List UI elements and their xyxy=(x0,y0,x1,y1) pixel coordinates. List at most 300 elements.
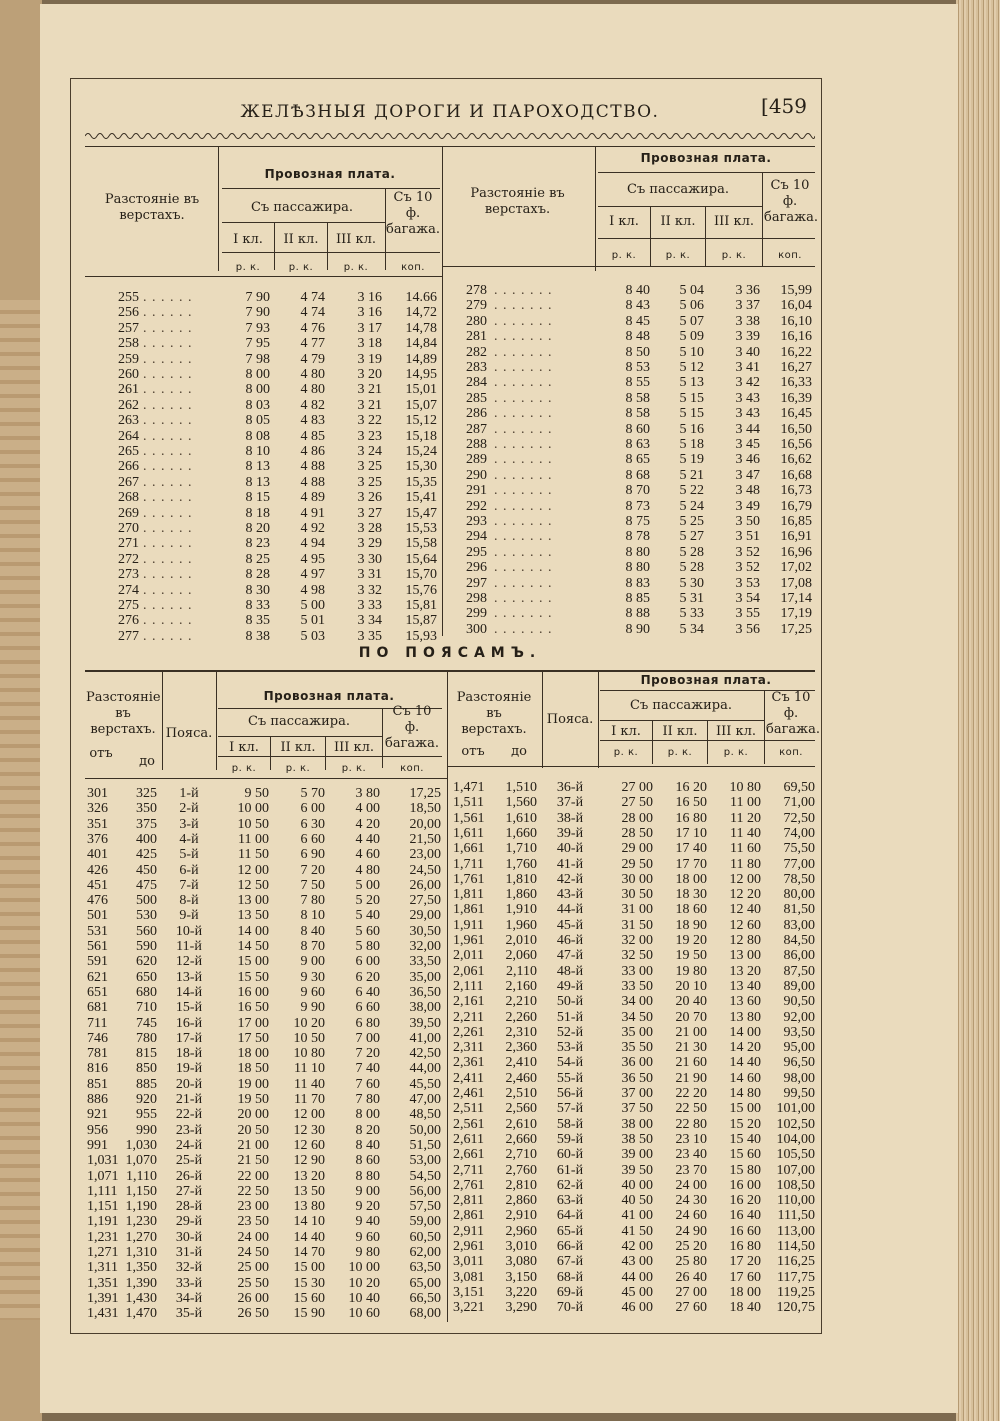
table-row xyxy=(85,1123,447,1139)
table-row xyxy=(85,1031,447,1047)
class1-fare-cell: 10 00 xyxy=(237,801,269,817)
distance-from-cell: 2,661 xyxy=(453,1147,485,1163)
class2-fare-cell: 4 85 xyxy=(300,428,325,444)
class2-fare-cell: 10 50 xyxy=(293,1030,325,1046)
bottom-right-zone-header: Пояса. xyxy=(546,712,594,727)
baggage-fare-cell: 111,50 xyxy=(777,1208,815,1224)
class1-fare-cell: 8 13 xyxy=(245,474,270,490)
class2-fare-cell: 10 80 xyxy=(293,1046,325,1062)
table-row xyxy=(85,413,442,429)
baggage-fare-cell: 15,81 xyxy=(405,598,437,613)
leader-dots: . . . . . . . xyxy=(494,390,553,406)
class1-fare-cell: 26 00 xyxy=(237,1290,269,1306)
distance-to-cell: 780 xyxy=(136,1030,157,1046)
leader-dots: . . . . . . xyxy=(143,598,193,613)
class3-fare-cell: 3 55 xyxy=(735,606,760,622)
bottom-left-from-label: отъ xyxy=(89,746,113,761)
class3-fare-cell: 15 20 xyxy=(729,1116,761,1132)
distance-to-cell: 425 xyxy=(136,847,157,863)
bottom-right-passenger-header: Съ пассажира. xyxy=(630,698,732,713)
distance-to-cell: 1,070 xyxy=(125,1153,157,1169)
distance-from-cell: 2,361 xyxy=(453,1055,485,1071)
zone-cell: 5-й xyxy=(179,847,199,863)
class1-fare-cell: 17 00 xyxy=(237,1015,269,1031)
baggage-fare-cell: 57,50 xyxy=(409,1199,441,1215)
table-row xyxy=(85,1107,447,1123)
top-right-distance-header: Разстояніе въ верстахъ. xyxy=(470,186,565,217)
table-row xyxy=(442,375,815,391)
class1-fare-cell: 17 50 xyxy=(237,1030,269,1046)
top-left-class-rule xyxy=(222,222,385,223)
bottom-right-table-body xyxy=(447,780,815,1320)
distance-to-cell: 1,470 xyxy=(125,1306,157,1322)
class1-fare-cell: 22 00 xyxy=(237,1168,269,1184)
table-row xyxy=(442,283,815,299)
baggage-fare-cell: 14,78 xyxy=(405,320,437,336)
table-row xyxy=(85,908,447,924)
bottom-right-baggage-header: Съ 10 ф. багажа. xyxy=(766,690,820,737)
table-row xyxy=(85,629,442,645)
distance-from-cell: 301 xyxy=(87,786,108,801)
class1-fare-cell: 8 08 xyxy=(245,428,270,444)
zone-cell: 65-й xyxy=(556,1223,584,1239)
class1-fare-cell: 32 00 xyxy=(621,933,653,948)
distance-to-cell: 2,560 xyxy=(505,1101,537,1117)
class3-fare-cell: 3 34 xyxy=(357,613,382,629)
class2-fare-cell: 5 15 xyxy=(679,406,704,422)
table-row xyxy=(85,1184,447,1200)
distance-to-cell: 325 xyxy=(136,786,157,801)
baggage-fare-cell: 20,00 xyxy=(409,816,441,832)
bottom-left-table-body xyxy=(85,786,447,1326)
class2-fare-cell: 5 16 xyxy=(679,421,704,437)
class3-fare-cell: 3 56 xyxy=(735,621,760,637)
class2-fare-cell: 12 30 xyxy=(293,1122,325,1138)
leader-dots: . . . . . . . xyxy=(494,406,553,422)
zone-cell: 12-й xyxy=(175,954,203,970)
baggage-fare-cell: 27,50 xyxy=(409,893,441,909)
table-row xyxy=(442,437,815,453)
class2-fare-cell: 4 83 xyxy=(300,413,325,429)
distance-cell: 272 xyxy=(118,551,139,567)
baggage-fare-cell: 99,50 xyxy=(783,1086,815,1101)
distance-cell: 281 xyxy=(466,329,487,345)
zone-cell: 46-й xyxy=(556,933,584,948)
table-row xyxy=(447,918,815,934)
class2-fare-cell: 21 90 xyxy=(675,1070,707,1086)
bottom-left-zone-divider-b xyxy=(216,670,217,770)
zone-cell: 59-й xyxy=(556,1131,584,1147)
baggage-fare-cell: 15,41 xyxy=(405,490,437,506)
distance-cell: 257 xyxy=(118,320,139,336)
distance-to-cell: 1,910 xyxy=(505,902,537,918)
class2-fare-cell: 11 10 xyxy=(294,1061,325,1077)
distance-cell: 267 xyxy=(118,474,139,490)
top-right-class3: III кл. xyxy=(713,214,755,229)
bottom-left-zone-header: Пояса. xyxy=(165,726,213,741)
class1-fare-cell: 43 00 xyxy=(621,1254,653,1270)
class2-fare-cell: 18 30 xyxy=(675,887,707,903)
class2-fare-cell: 7 20 xyxy=(300,862,325,878)
class2-fare-cell: 4 86 xyxy=(300,444,325,459)
baggage-fare-cell: 15,30 xyxy=(405,459,437,475)
class1-fare-cell: 14 50 xyxy=(237,939,269,954)
class3-fare-cell: 12 20 xyxy=(729,887,761,903)
table-row xyxy=(447,811,815,827)
table-row xyxy=(85,382,442,398)
class1-fare-cell: 27 50 xyxy=(621,795,653,811)
bottom-right-class-rule xyxy=(600,720,764,721)
table-row xyxy=(85,506,442,522)
distance-from-cell: 2,911 xyxy=(453,1223,484,1239)
class2-fare-cell: 23 40 xyxy=(675,1147,707,1163)
class1-fare-cell: 18 50 xyxy=(237,1061,269,1077)
leader-dots: . . . . . . . xyxy=(494,467,553,483)
top-right-class-rule xyxy=(598,206,762,207)
distance-to-cell: 1,710 xyxy=(505,841,537,857)
table-row xyxy=(447,902,815,918)
top-left-unit-rk3: р. к. xyxy=(343,262,369,273)
distance-from-cell: 1,711 xyxy=(453,856,484,872)
zone-cell: 11-й xyxy=(176,939,202,954)
distance-to-cell: 710 xyxy=(136,1000,157,1016)
class3-fare-cell: 6 40 xyxy=(355,984,380,1000)
class1-fare-cell: 7 95 xyxy=(245,336,270,352)
baggage-fare-cell: 71,00 xyxy=(783,795,815,811)
distance-from-cell: 1,561 xyxy=(453,810,485,826)
class3-fare-cell: 3 33 xyxy=(357,598,382,613)
zone-cell: 7-й xyxy=(179,877,199,893)
baggage-fare-cell: 42,50 xyxy=(409,1046,441,1062)
zone-cell: 40-й xyxy=(556,841,584,857)
class1-fare-cell: 30 50 xyxy=(621,887,653,903)
class3-fare-cell: 15 80 xyxy=(729,1162,761,1178)
class1-fare-cell: 38 50 xyxy=(621,1131,653,1147)
class2-fare-cell: 9 30 xyxy=(300,969,325,985)
leader-dots: . . . . . . xyxy=(143,382,193,398)
leader-dots: . . . . . . xyxy=(143,320,193,336)
zone-cell: 16-й xyxy=(175,1015,203,1031)
distance-from-cell: 1,811 xyxy=(453,887,484,903)
table-row xyxy=(85,1276,447,1292)
baggage-fare-cell: 16,22 xyxy=(780,344,812,360)
zone-cell: 34-й xyxy=(175,1290,203,1306)
table-row xyxy=(447,1178,815,1194)
class3-fare-cell: 17 20 xyxy=(729,1254,761,1270)
baggage-fare-cell: 26,00 xyxy=(409,877,441,893)
class2-fare-cell: 5 70 xyxy=(300,786,325,801)
class3-fare-cell: 11 20 xyxy=(730,810,761,826)
distance-to-cell: 2,260 xyxy=(505,1009,537,1025)
zone-cell: 1-й xyxy=(179,786,199,801)
distance-to-cell: 1,760 xyxy=(505,856,537,872)
distance-from-cell: 1,911 xyxy=(453,917,484,933)
class3-fare-cell: 5 80 xyxy=(355,939,380,954)
class3-fare-cell: 3 54 xyxy=(735,591,760,606)
table-row xyxy=(85,567,442,583)
leader-dots: . . . . . . . xyxy=(494,329,553,345)
class1-fare-cell: 37 50 xyxy=(621,1101,653,1117)
zone-cell: 39-й xyxy=(556,825,584,841)
baggage-fare-cell: 17,19 xyxy=(780,606,812,622)
leader-dots: . . . . . . xyxy=(143,521,193,536)
distance-cell: 271 xyxy=(118,536,139,552)
zone-cell: 70-й xyxy=(556,1300,584,1316)
distance-cell: 290 xyxy=(466,467,487,483)
zone-cell: 50-й xyxy=(556,994,584,1010)
class1-fare-cell: 8 65 xyxy=(625,452,650,468)
table-row xyxy=(447,933,815,949)
table-row xyxy=(447,857,815,873)
class2-fare-cell: 5 34 xyxy=(679,621,704,637)
distance-to-cell: 680 xyxy=(136,984,157,1000)
baggage-fare-cell: 14,95 xyxy=(405,367,437,382)
zone-cell: 54-й xyxy=(556,1055,584,1071)
baggage-fare-cell: 101,00 xyxy=(776,1101,815,1117)
leader-dots: . . . . . . xyxy=(143,428,193,444)
leader-dots: . . . . . . . xyxy=(494,283,553,298)
distance-from-cell: 2,011 xyxy=(453,948,484,964)
table-row xyxy=(85,290,442,306)
class3-fare-cell: 3 43 xyxy=(735,406,760,422)
class1-fare-cell: 8 75 xyxy=(625,514,650,529)
top-right-header-rule xyxy=(598,172,815,173)
class3-fare-cell: 14 40 xyxy=(729,1055,761,1071)
zone-cell: 45-й xyxy=(556,917,584,933)
zone-cell: 33-й xyxy=(175,1275,203,1291)
table-row xyxy=(447,1147,815,1163)
class2-fare-cell: 23 10 xyxy=(675,1131,707,1147)
class1-fare-cell: 39 50 xyxy=(621,1162,653,1178)
table-row xyxy=(447,1117,815,1133)
distance-from-cell: 2,961 xyxy=(453,1239,485,1254)
class2-fare-cell: 9 60 xyxy=(300,984,325,1000)
leader-dots: . . . . . . xyxy=(143,567,193,583)
class1-fare-cell: 8 70 xyxy=(625,483,650,499)
class3-fare-cell: 3 21 xyxy=(357,382,382,398)
zone-cell: 42-й xyxy=(556,871,584,887)
zone-cell: 35-й xyxy=(175,1306,203,1322)
bottom-left-class3: III кл. xyxy=(333,740,375,755)
class3-fare-cell: 5 20 xyxy=(355,893,380,909)
top-left-unit-rk1: р. к. xyxy=(235,262,261,273)
leader-dots: . . . . . . xyxy=(143,290,193,305)
distance-from-cell: 1,271 xyxy=(87,1245,119,1260)
table-row xyxy=(442,468,815,484)
distance-cell: 274 xyxy=(118,582,139,598)
distance-from-cell: 1,191 xyxy=(87,1214,119,1230)
baggage-fare-cell: 15,18 xyxy=(405,428,437,444)
top-left-class2: II кл. xyxy=(283,232,319,247)
class1-fare-cell: 42 00 xyxy=(621,1239,653,1254)
class1-fare-cell: 8 00 xyxy=(245,382,270,398)
class1-fare-cell: 8 10 xyxy=(245,444,270,459)
class1-fare-cell: 11 50 xyxy=(238,847,269,863)
class1-fare-cell: 25 50 xyxy=(237,1275,269,1291)
baggage-fare-cell: 23,00 xyxy=(409,847,441,863)
zone-cell: 6-й xyxy=(179,862,199,878)
class2-fare-cell: 19 50 xyxy=(675,948,707,964)
baggage-fare-cell: 16,56 xyxy=(780,437,812,452)
table-row xyxy=(85,398,442,414)
baggage-fare-cell: 80,00 xyxy=(783,887,815,903)
zone-cell: 3-й xyxy=(179,816,199,832)
leader-dots: . . . . . . xyxy=(143,474,193,490)
distance-cell: 300 xyxy=(466,621,487,637)
table-row xyxy=(442,606,815,622)
table-row xyxy=(442,391,815,407)
class1-fare-cell: 28 50 xyxy=(621,825,653,841)
baggage-fare-cell: 15,99 xyxy=(780,283,812,298)
distance-cell: 273 xyxy=(118,567,139,583)
class3-fare-cell: 11 00 xyxy=(730,795,761,811)
distance-cell: 265 xyxy=(118,444,139,459)
table-row xyxy=(442,452,815,468)
top-left-baggage-header: Съ 10 ф. багажа. xyxy=(386,190,440,237)
top-left-class1: I кл. xyxy=(233,232,263,247)
table-row xyxy=(442,499,815,515)
baggage-fare-cell: 36,50 xyxy=(409,984,441,1000)
distance-cell: 282 xyxy=(466,344,487,360)
class1-fare-cell: 8 48 xyxy=(625,329,650,345)
leader-dots: . . . . . . xyxy=(143,536,193,552)
class1-fare-cell: 13 50 xyxy=(237,908,269,924)
distance-from-cell: 1,661 xyxy=(453,841,485,857)
distance-from-cell: 1,511 xyxy=(453,795,484,811)
class2-fare-cell: 5 01 xyxy=(300,613,325,629)
table-row xyxy=(442,360,815,376)
bottom-left-class-rule xyxy=(218,736,382,737)
class3-fare-cell: 9 00 xyxy=(355,1183,380,1199)
zone-cell: 43-й xyxy=(556,887,584,903)
distance-from-cell: 326 xyxy=(87,801,108,817)
distance-to-cell: 475 xyxy=(136,877,157,893)
distance-from-cell: 1,431 xyxy=(87,1306,119,1322)
class1-fare-cell: 24 00 xyxy=(237,1229,269,1245)
distance-to-cell: 2,760 xyxy=(505,1162,537,1178)
baggage-fare-cell: 15,70 xyxy=(405,567,437,583)
class2-fare-cell: 4 97 xyxy=(300,567,325,583)
distance-cell: 279 xyxy=(466,298,487,314)
distance-cell: 280 xyxy=(466,313,487,329)
distance-from-cell: 561 xyxy=(87,939,108,954)
class1-fare-cell: 8 18 xyxy=(245,505,270,521)
distance-to-cell: 2,860 xyxy=(505,1193,537,1209)
baggage-fare-cell: 16,16 xyxy=(780,329,812,345)
class3-fare-cell: 12 60 xyxy=(729,917,761,933)
distance-to-cell: 3,080 xyxy=(505,1254,537,1270)
table-row xyxy=(85,475,442,491)
leader-dots: . . . . . . . xyxy=(494,483,553,499)
class3-fare-cell: 12 00 xyxy=(729,871,761,887)
table-row xyxy=(447,1208,815,1224)
table-row xyxy=(447,1055,815,1071)
top-left-header-divider xyxy=(218,146,219,271)
class3-fare-cell: 16 40 xyxy=(729,1208,761,1224)
class2-fare-cell: 14 40 xyxy=(293,1229,325,1245)
table-row xyxy=(447,1270,815,1286)
baggage-fare-cell: 15,87 xyxy=(405,613,437,629)
class1-fare-cell: 8 40 xyxy=(625,283,650,298)
zone-cell: 32-й xyxy=(175,1260,203,1276)
distance-cell: 263 xyxy=(118,413,139,429)
top-left-body-rule xyxy=(85,276,442,277)
baggage-fare-cell: 90,50 xyxy=(783,994,815,1010)
class3-fare-cell: 3 26 xyxy=(357,490,382,506)
baggage-fare-cell: 16,27 xyxy=(780,360,812,375)
class2-fare-cell: 13 50 xyxy=(293,1183,325,1199)
class1-fare-cell: 36 00 xyxy=(621,1055,653,1071)
class2-fare-cell: 5 07 xyxy=(679,313,704,329)
zone-cell: 60-й xyxy=(556,1147,584,1163)
table-row xyxy=(85,786,447,802)
baggage-fare-cell: 63,50 xyxy=(409,1260,441,1276)
baggage-fare-cell: 95,00 xyxy=(783,1040,815,1056)
class3-fare-cell: 5 00 xyxy=(355,877,380,893)
table-row xyxy=(447,795,815,811)
distance-from-cell: 2,211 xyxy=(453,1009,484,1025)
distance-to-cell: 560 xyxy=(136,923,157,939)
class2-fare-cell: 4 79 xyxy=(300,351,325,367)
class1-fare-cell: 8 33 xyxy=(245,598,270,613)
table-row xyxy=(85,459,442,475)
distance-to-cell: 2,410 xyxy=(505,1055,537,1071)
zone-cell: 69-й xyxy=(556,1284,584,1300)
class3-fare-cell: 18 40 xyxy=(729,1300,761,1316)
baggage-fare-cell: 16,10 xyxy=(780,313,812,329)
table-row xyxy=(85,490,442,506)
distance-to-cell: 2,160 xyxy=(505,978,537,994)
class1-fare-cell: 21 00 xyxy=(237,1137,269,1153)
baggage-fare-cell: 16,68 xyxy=(780,467,812,483)
baggage-fare-cell: 16,39 xyxy=(780,390,812,406)
distance-from-cell: 591 xyxy=(87,954,108,970)
top-left-header-rule xyxy=(222,188,440,189)
distance-to-cell: 1,350 xyxy=(125,1260,157,1276)
distance-from-cell: 401 xyxy=(87,847,108,863)
distance-cell: 277 xyxy=(118,628,139,644)
distance-from-cell: 2,161 xyxy=(453,994,485,1010)
distance-cell: 292 xyxy=(466,498,487,514)
class3-fare-cell: 7 20 xyxy=(355,1046,380,1062)
baggage-fare-cell: 48,50 xyxy=(409,1107,441,1123)
zone-cell: 30-й xyxy=(175,1229,203,1245)
leader-dots: . . . . . . xyxy=(143,397,193,413)
top-right-unit-kop: коп. xyxy=(778,250,802,261)
baggage-fare-cell: 16,73 xyxy=(780,483,812,499)
distance-from-cell: 1,861 xyxy=(453,902,485,918)
distance-cell: 266 xyxy=(118,459,139,475)
distance-to-cell: 2,710 xyxy=(505,1147,537,1163)
table-row xyxy=(447,1193,815,1209)
bottom-left-unit-rk1: р. к. xyxy=(231,763,257,774)
distance-from-cell: 2,061 xyxy=(453,963,485,979)
baggage-fare-cell: 17,25 xyxy=(409,786,441,801)
distance-from-cell: 2,111 xyxy=(453,978,484,994)
top-left-unit-kop: коп. xyxy=(401,262,425,273)
bottom-right-unit-rk1: р. к. xyxy=(613,747,639,758)
zone-cell: 62-й xyxy=(556,1177,584,1193)
baggage-fare-cell: 17,25 xyxy=(780,621,812,637)
table-row xyxy=(442,483,815,499)
baggage-fare-cell: 68,00 xyxy=(409,1306,441,1322)
distance-to-cell: 375 xyxy=(136,816,157,832)
class3-fare-cell: 3 50 xyxy=(735,514,760,529)
distance-cell: 297 xyxy=(466,575,487,591)
table-row xyxy=(85,893,447,909)
class2-fare-cell: 5 18 xyxy=(679,437,704,452)
class3-fare-cell: 12 40 xyxy=(729,902,761,918)
